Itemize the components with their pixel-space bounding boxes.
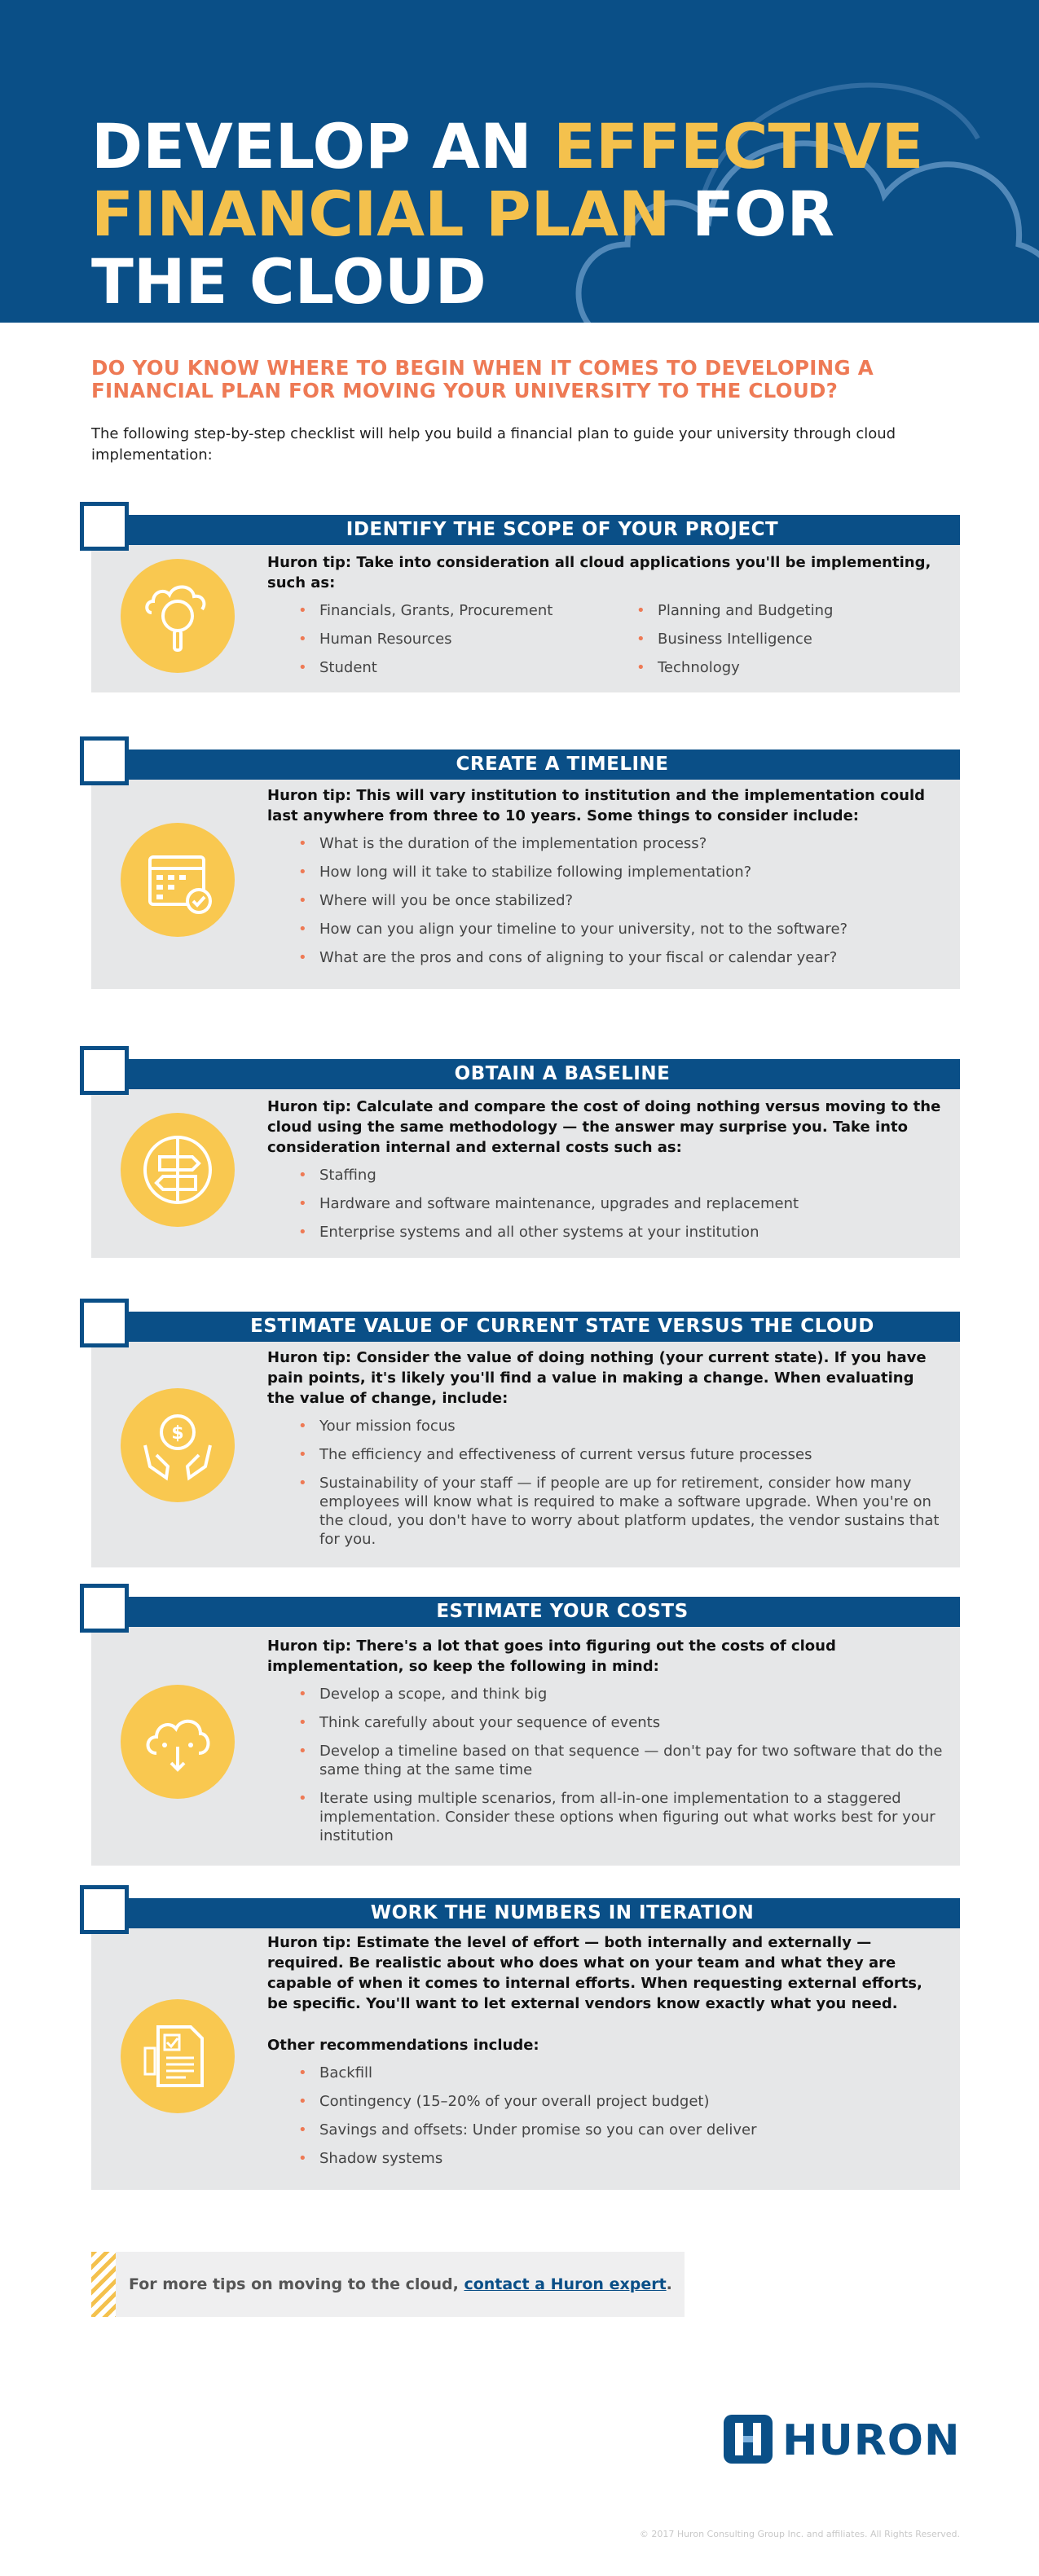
section-body [267,552,944,687]
cta-text [129,2252,672,2317]
checkbox-icon [80,1885,129,1934]
title-accent-text: EFFECTIVE [553,110,924,182]
huron-tip: Huron tip: Take into consideration all cloud applications you'll be implementing, such as: [267,554,931,591]
list-item: • How long will it take to stabilize following implementation? [267,863,944,881]
list-item: • Backfill [267,2064,944,2082]
huron-tip: Huron tip: Consider the value of doing nothing (your current state). If you have pain points, it's likely you'll find a value in making a change. When evaluating the value of change, include: [267,1349,927,1407]
copyright-text: © 2017 Huron Consulting Group Inc. and affiliates. All Rights Reserved. [639,2529,960,2539]
bullet-list [605,601,944,687]
list-item: • Student [267,658,605,677]
section-body [267,1932,944,2178]
checkbox-icon [80,502,129,551]
section-header-bar [91,1059,960,1089]
checkbox-icon [80,736,129,785]
list-item: • Where will you be once stabilized? [267,891,944,910]
huron-tip: Huron tip: Estimate the level of effort — both internally and externally — required. Be realistic about who does what on your team and what they are capable of when it comes to internal efforts. When requesting external efforts, be specific. You'll want to let external vendors know exactly what you need. [267,1934,922,2012]
section-title: ESTIMATE VALUE OF CURRENT STATE VERSUS THE CLOUD [250,1316,874,1337]
section-header-bar [91,750,960,780]
section-body [267,1636,944,1855]
list-item: • Iterate using multiple scenarios, from all-in-one implementation to a staggered implementation. Consider these options when figuring out what works best for your institution [267,1789,944,1845]
section-body [267,1097,944,1251]
bullet-list [267,834,944,967]
section-title: WORK THE NUMBERS IN ITERATION [370,1902,755,1923]
list-item: • What are the pros and cons of aligning to your fiscal or calendar year? [267,948,944,967]
title-text: THE CLOUD [91,245,486,318]
section-body [267,785,944,977]
list-item: • Contingency (15–20% of your overall project budget) [267,2092,944,2111]
section-title: CREATE A TIMELINE [456,754,669,775]
section-header-bar [91,1597,960,1627]
other-recommendations-heading: Other recommendations include: [267,2037,539,2054]
document-checklist-icon [121,1999,235,2113]
section-title: ESTIMATE YOUR COSTS [436,1601,689,1622]
cloud-download-icon [121,1685,235,1799]
section-iteration [91,1885,960,2190]
list-item: • Human Resources [267,630,605,648]
section-baseline [91,1046,960,1258]
list-item: • Enterprise systems and all other systems at your institution [267,1223,944,1242]
contact-expert-link[interactable]: contact a Huron expert [464,2275,667,2293]
huron-logo [722,2413,966,2465]
list-item: • Financials, Grants, Procurement [267,601,605,620]
list-item: • Think carefully about your sequence of events [267,1713,944,1732]
title-text: DEVELOP AN [91,110,554,182]
list-item: • The efficiency and effectiveness of current versus future processes [267,1445,944,1464]
calendar-check-icon [121,823,235,937]
list-item: • Develop a scope, and think big [267,1685,944,1703]
list-item: • Develop a timeline based on that sequence — don't pay for two software that do the same thing at the same time [267,1742,944,1779]
title-text: FOR [670,178,835,250]
checkbox-icon [80,1046,129,1095]
huron-tip: Huron tip: Calculate and compare the cost of doing nothing versus moving to the cloud using the same methodology — the answer may surprise you. Take into consideration internal and external costs such as: [267,1098,941,1156]
section-title: IDENTIFY THE SCOPE OF YOUR PROJECT [346,519,779,540]
section-scope [91,502,960,692]
hands-dollar-icon [121,1388,235,1502]
section-title: OBTAIN A BASELINE [454,1063,671,1084]
signpost-icon [121,1113,235,1227]
list-item: • Planning and Budgeting [605,601,944,620]
list-item: • Hardware and software maintenance, upgrades and replacement [267,1194,944,1213]
section-timeline [91,736,960,989]
section-costs [91,1584,960,1866]
intro-lead: The following step-by-step checklist will help you build a financial plan to guide your university through cloud implementation: [91,425,896,464]
cta-label: For more tips on moving to the cloud, [129,2275,464,2293]
bullet-columns [267,593,944,687]
list-item: • Staffing [267,1166,944,1185]
list-item: • Shadow systems [267,2149,944,2168]
list-item: • Sustainability of your staff — if people are up for retirement, consider how many employees will know what is required to make a software upgrade. When you're on the cloud, you don't have to worry about platform updates, the vendor sustains that for you. [267,1474,944,1549]
list-item: • Your mission focus [267,1417,944,1435]
title-accent-text: FINANCIAL PLAN [91,178,671,250]
section-header-bar [91,1898,960,1928]
svg-text:$: $ [171,1423,184,1444]
stripe-decoration [91,2252,116,2317]
bullet-list [267,1166,944,1242]
list-item: • What is the duration of the implementation process? [267,834,944,853]
bullet-list [267,601,605,687]
logo-wordmark: HURON [782,2416,961,2465]
checkbox-icon [80,1584,129,1633]
intro-question: DO YOU KNOW WHERE TO BEGIN WHEN IT COMES TO DEVELOPING A FINANCIAL PLAN FOR MOVING YOUR UNIVERSITY TO THE CLOUD? [91,356,874,402]
bullet-list [267,1685,944,1845]
magnifier-cloud-icon [121,559,235,673]
list-item: • Savings and offsets: Under promise so you can over deliver [267,2121,944,2139]
list-item: • How can you align your timeline to your university, not to the software? [267,920,944,939]
section-value [91,1299,960,1567]
section-header-bar [91,1312,960,1342]
bullet-list [267,2064,944,2168]
section-body [267,1347,944,1558]
page-title [91,110,924,318]
list-item: • Technology [605,658,944,677]
huron-logo-mark-icon [722,2413,774,2465]
list-item: • Business Intelligence [605,630,944,648]
cta-end: . [666,2275,672,2293]
section-header-bar [91,515,960,545]
huron-tip: Huron tip: This will vary institution to institution and the implementation could last anywhere from three to 10 years. Some things to consider include: [267,787,926,824]
checkbox-icon [80,1299,129,1347]
bullet-list [267,1417,944,1549]
huron-tip: Huron tip: There's a lot that goes into figuring out the costs of cloud implementation, so keep the following in mind: [267,1637,836,1675]
cta-banner [91,2252,685,2317]
hero-banner [0,0,1039,323]
